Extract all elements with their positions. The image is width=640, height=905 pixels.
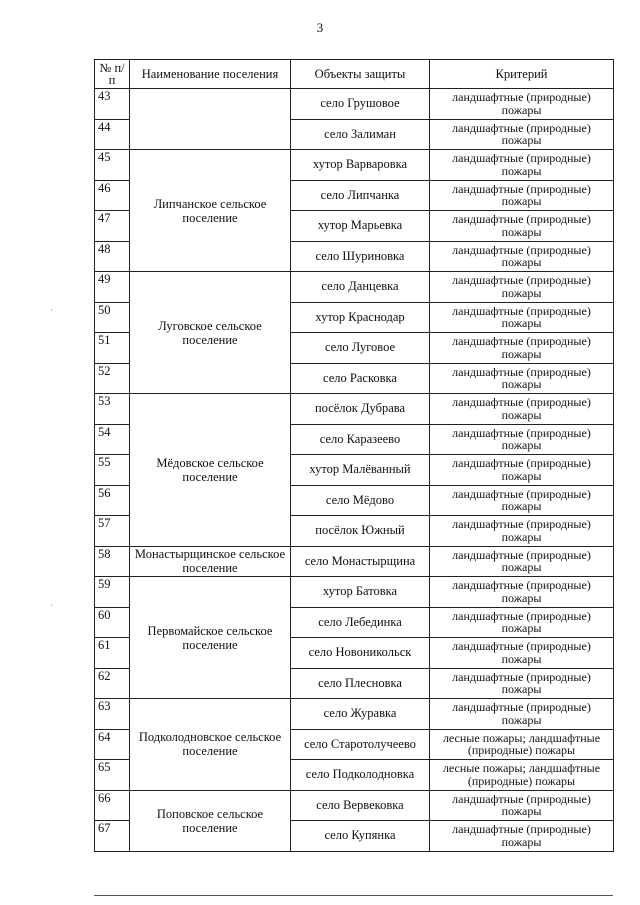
protection-object: хутор Малёванный [291,455,430,486]
row-number: 44 [95,119,130,150]
criterion: ландшафтные (природные) пожары [430,89,614,120]
row-number: 47 [95,211,130,242]
criterion: ландшафтные (природные) пожары [430,119,614,150]
criterion: ландшафтные (природные) пожары [430,302,614,333]
row-number: 49 [95,272,130,303]
row-number: 65 [95,760,130,791]
header-num: № п/п [95,60,130,89]
row-number: 54 [95,424,130,455]
criterion: ландшафтные (природные) пожары [430,668,614,699]
protection-object: село Грушовое [291,89,430,120]
row-number: 66 [95,790,130,821]
criterion: ландшафтные (природные) пожары [430,363,614,394]
criterion: ландшафтные (природные) пожары [430,333,614,364]
protection-object: село Шуриновка [291,241,430,272]
criterion: ландшафтные (природные) пожары [430,699,614,730]
table-row [95,150,614,181]
criterion: ландшафтные (природные) пожары [430,394,614,425]
criterion: ландшафтные (природные) пожары [430,424,614,455]
table-row [95,790,614,821]
protection-object: село Данцевка [291,272,430,303]
row-number: 55 [95,455,130,486]
row-number: 63 [95,699,130,730]
criterion: ландшафтные (природные) пожары [430,180,614,211]
protection-object: село Старотолучеево [291,729,430,760]
settlement-name: Монастырщинское сельское поселение [130,546,291,577]
row-number: 50 [95,302,130,333]
protection-object: село Расковка [291,363,430,394]
row-number: 52 [95,363,130,394]
row-number: 61 [95,638,130,669]
table-body [95,89,614,852]
row-number: 58 [95,546,130,577]
protection-object: посёлок Южный [291,516,430,547]
scan-mark: · [50,600,53,610]
protection-objects-table [94,59,614,852]
criterion: ландшафтные (природные) пожары [430,577,614,608]
settlement-name: Липчанское сельское поселение [130,150,291,272]
table-row [95,699,614,730]
header-object: Объекты защиты [291,60,430,89]
row-number: 57 [95,516,130,547]
settlement-name: Луговское сельское поселение [130,272,291,394]
settlement-name: Поповское сельское поселение [130,790,291,851]
criterion: ландшафтные (природные) пожары [430,638,614,669]
row-number: 64 [95,729,130,760]
row-number: 48 [95,241,130,272]
criterion: ландшафтные (природные) пожары [430,607,614,638]
criterion: ландшафтные (природные) пожары [430,272,614,303]
page-number: 3 [316,20,324,35]
settlement-name: Подколодновское сельское поселение [130,699,291,791]
protection-object: хутор Батовка [291,577,430,608]
protection-object: село Подколодновка [291,760,430,791]
settlement-name: Первомайское сельское поселение [130,577,291,699]
criterion: ландшафтные (природные) пожары [430,790,614,821]
header-criterion: Критерий [430,60,614,89]
criterion: ландшафтные (природные) пожары [430,546,614,577]
table-row [95,577,614,608]
criterion: ландшафтные (природные) пожары [430,455,614,486]
protection-object: село Лебединка [291,607,430,638]
protection-object: село Липчанка [291,180,430,211]
scan-mark: · [50,305,53,315]
protection-object: село Купянка [291,821,430,852]
row-number: 67 [95,821,130,852]
row-number: 45 [95,150,130,181]
protection-object: хутор Варваровка [291,150,430,181]
criterion: ландшафтные (природные) пожары [430,516,614,547]
protection-object: село Журавка [291,699,430,730]
protection-object: село Плесновка [291,668,430,699]
footer-rule [94,895,613,896]
criterion: ландшафтные (природные) пожары [430,150,614,181]
settlement-name: Мёдовское сельское поселение [130,394,291,547]
criterion: ландшафтные (природные) пожары [430,821,614,852]
protection-object: посёлок Дубрава [291,394,430,425]
table-header [95,60,614,89]
table-row [95,394,614,425]
row-number: 51 [95,333,130,364]
protection-object: село Луговое [291,333,430,364]
protection-object: хутор Марьевка [291,211,430,242]
table-row [95,546,614,577]
protection-object: село Каразеево [291,424,430,455]
settlement-name [130,89,291,150]
criterion: ландшафтные (природные) пожары [430,485,614,516]
row-number: 62 [95,668,130,699]
table-row [95,272,614,303]
header-settlement: Наименование поселения [130,60,291,89]
criterion: ландшафтные (природные) пожары [430,211,614,242]
row-number: 46 [95,180,130,211]
protection-object: село Монастырщина [291,546,430,577]
protection-object: село Новоникольск [291,638,430,669]
criterion: ландшафтные (природные) пожары [430,241,614,272]
criterion: лесные пожары; ландшафтные (природные) пожары [430,760,614,791]
protection-object: село Мёдово [291,485,430,516]
criterion: лесные пожары; ландшафтные (природные) пожары [430,729,614,760]
row-number: 56 [95,485,130,516]
protection-object: хутор Краснодар [291,302,430,333]
row-number: 53 [95,394,130,425]
row-number: 59 [95,577,130,608]
table-row [95,89,614,120]
row-number: 60 [95,607,130,638]
protection-object: село Вервековка [291,790,430,821]
protection-object: село Залиман [291,119,430,150]
row-number: 43 [95,89,130,120]
